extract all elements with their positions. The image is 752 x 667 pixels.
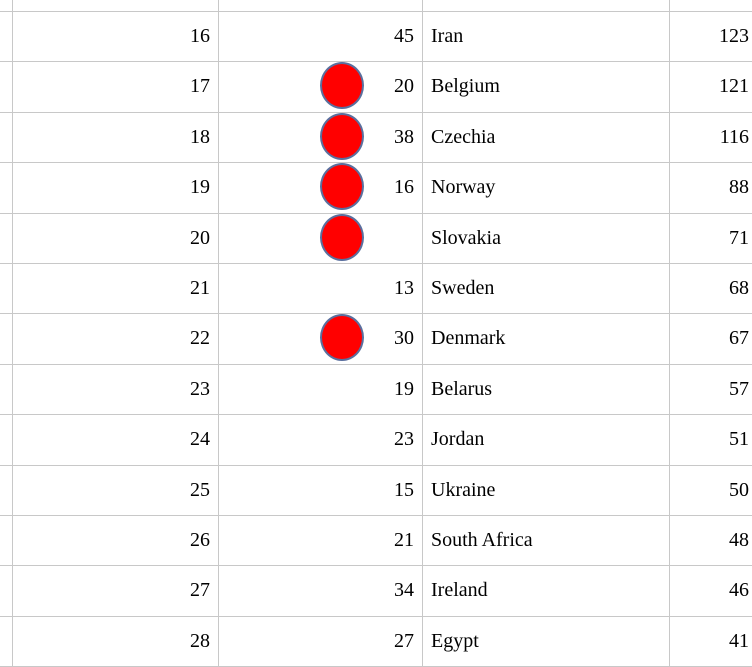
- country-cell[interactable]: Slovakia: [431, 227, 501, 249]
- previous-rank-cell[interactable]: 27: [394, 630, 414, 652]
- grid-row-line: [0, 11, 752, 12]
- table-row: [0, 61, 752, 111]
- rank-cell[interactable]: 20: [190, 227, 210, 249]
- rank-cell[interactable]: 16: [190, 25, 210, 47]
- country-cell[interactable]: Sweden: [431, 277, 495, 299]
- grid-row-line: [0, 364, 752, 365]
- country-cell[interactable]: Belarus: [431, 378, 493, 400]
- value-cell[interactable]: 123: [719, 25, 749, 47]
- value-cell[interactable]: 46: [729, 579, 749, 601]
- table-row: [0, 162, 752, 212]
- grid-row-line: [0, 414, 752, 415]
- grid-row-line: [0, 263, 752, 264]
- previous-rank-cell[interactable]: 38: [394, 126, 414, 148]
- rank-cell[interactable]: 18: [190, 126, 210, 148]
- previous-rank-cell[interactable]: [219, 213, 414, 263]
- previous-rank-cell[interactable]: 23: [394, 428, 414, 450]
- country-cell[interactable]: Denmark: [431, 327, 506, 349]
- table-row: [0, 465, 752, 515]
- value-cell[interactable]: 116: [719, 126, 749, 148]
- rank-cell[interactable]: 23: [190, 378, 210, 400]
- previous-rank-cell[interactable]: 45: [394, 25, 414, 47]
- table-row: [0, 112, 752, 162]
- grid-row-line: [0, 112, 752, 113]
- value-cell[interactable]: 41: [729, 630, 749, 652]
- rank-cell[interactable]: 17: [190, 75, 210, 97]
- table-row: [0, 515, 752, 565]
- table-row: [0, 414, 752, 464]
- table-row: [0, 313, 752, 363]
- grid-row-line: [0, 61, 752, 62]
- value-cell[interactable]: 57: [729, 378, 749, 400]
- country-cell[interactable]: Egypt: [431, 630, 479, 652]
- previous-rank-cell[interactable]: 16: [394, 176, 414, 198]
- red-circle-marker: [320, 163, 364, 210]
- country-cell[interactable]: Belgium: [431, 75, 500, 97]
- country-cell[interactable]: Czechia: [431, 126, 496, 148]
- red-circle-marker: [320, 62, 364, 109]
- table-row: [0, 263, 752, 313]
- red-circle-marker: [320, 113, 364, 160]
- table-row: [0, 11, 752, 61]
- value-cell[interactable]: 48: [729, 529, 749, 551]
- table-row: [0, 616, 752, 666]
- grid-row-line: [0, 465, 752, 466]
- table-row: [0, 213, 752, 263]
- value-cell[interactable]: 68: [729, 277, 749, 299]
- previous-rank-cell[interactable]: 34: [394, 579, 414, 601]
- rank-cell[interactable]: 22: [190, 327, 210, 349]
- country-cell[interactable]: Norway: [431, 176, 496, 198]
- country-cell[interactable]: South Africa: [431, 529, 533, 551]
- rank-cell[interactable]: 24: [190, 428, 210, 450]
- previous-rank-cell[interactable]: 15: [394, 479, 414, 501]
- grid-row-line: [0, 162, 752, 163]
- grid-row-line: [0, 213, 752, 214]
- grid-row-line: [0, 515, 752, 516]
- country-cell[interactable]: Iran: [431, 25, 464, 47]
- previous-rank-cell[interactable]: 13: [394, 277, 414, 299]
- previous-rank-cell[interactable]: 20: [394, 75, 414, 97]
- grid-row-line: [0, 565, 752, 566]
- value-cell[interactable]: 71: [729, 227, 749, 249]
- value-cell[interactable]: 67: [729, 327, 749, 349]
- rank-cell[interactable]: 19: [190, 176, 210, 198]
- value-cell[interactable]: 88: [729, 176, 749, 198]
- country-cell[interactable]: Ukraine: [431, 479, 496, 501]
- previous-rank-cell[interactable]: 30: [394, 327, 414, 349]
- rank-cell[interactable]: 26: [190, 529, 210, 551]
- rank-cell[interactable]: 25: [190, 479, 210, 501]
- value-cell[interactable]: 121: [719, 75, 749, 97]
- previous-rank-cell[interactable]: 21: [394, 529, 414, 551]
- previous-rank-cell[interactable]: 19: [394, 378, 414, 400]
- red-circle-marker: [320, 314, 364, 361]
- grid-row-line: [0, 313, 752, 314]
- country-cell[interactable]: Jordan: [431, 428, 485, 450]
- table-row: [0, 565, 752, 615]
- rank-cell[interactable]: 28: [190, 630, 210, 652]
- red-circle-marker: [320, 214, 364, 261]
- rank-cell[interactable]: 21: [190, 277, 210, 299]
- value-cell[interactable]: 50: [729, 479, 749, 501]
- country-cell[interactable]: Ireland: [431, 579, 488, 601]
- value-cell[interactable]: 51: [729, 428, 749, 450]
- grid-row-line: [0, 616, 752, 617]
- table-row: [0, 364, 752, 414]
- rank-cell[interactable]: 27: [190, 579, 210, 601]
